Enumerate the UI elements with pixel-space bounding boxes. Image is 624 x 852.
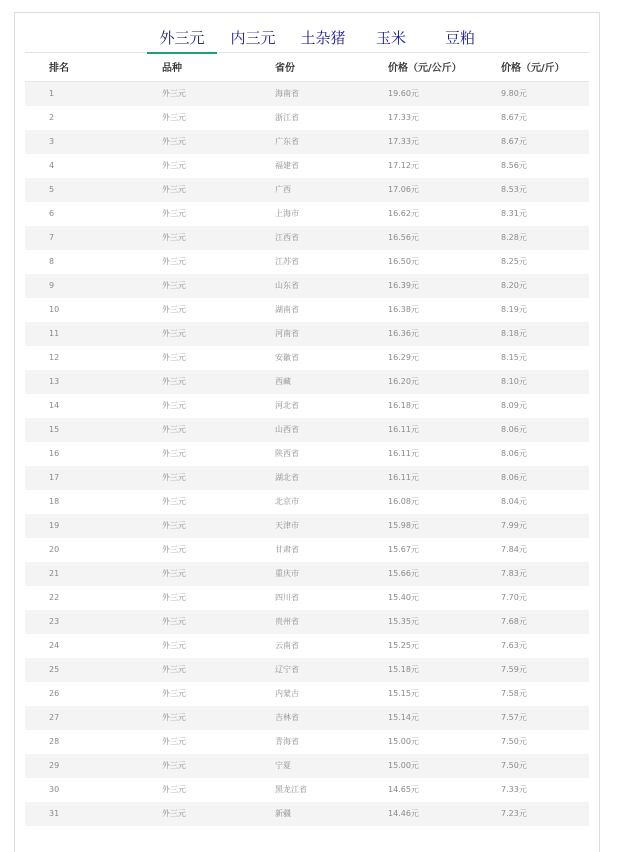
cell-price-kg: 16.20元	[388, 377, 419, 386]
cell-price-kg: 15.14元	[388, 713, 419, 722]
cell-price-jin: 7.57元	[501, 713, 527, 722]
price-table-panel	[14, 12, 600, 852]
cell-breed: 外三元	[162, 257, 186, 266]
column-header-price-kg: 价格（元/公斤）	[388, 63, 462, 74]
column-header-rank: 排名	[49, 63, 69, 74]
cell-price-kg: 15.15元	[388, 689, 419, 698]
cell-rank: 14	[49, 401, 60, 410]
cell-province: 青海省	[275, 737, 299, 746]
cell-price-kg: 15.00元	[388, 737, 419, 746]
cell-rank: 9	[49, 281, 55, 290]
cell-breed: 外三元	[162, 353, 186, 362]
cell-price-jin: 8.09元	[501, 401, 527, 410]
table-row	[25, 658, 589, 682]
cell-rank: 25	[49, 665, 60, 674]
table-row	[25, 274, 589, 298]
table-row	[25, 178, 589, 202]
cell-province: 江苏省	[275, 257, 299, 266]
cell-rank: 4	[49, 161, 55, 170]
cell-province: 天津市	[275, 521, 299, 530]
cell-price-kg: 16.11元	[388, 473, 419, 482]
cell-breed: 外三元	[162, 329, 186, 338]
table-row	[25, 442, 589, 466]
cell-breed: 外三元	[162, 401, 186, 410]
table-row	[25, 106, 589, 130]
table-row	[25, 394, 589, 418]
cell-rank: 3	[49, 137, 55, 146]
column-header-price-jin: 价格（元/斤）	[501, 63, 565, 74]
cell-province: 吉林省	[275, 713, 299, 722]
cell-province: 浙江省	[275, 113, 299, 122]
table-row	[25, 538, 589, 562]
cell-rank: 28	[49, 737, 60, 746]
table-row	[25, 730, 589, 754]
table-row	[25, 706, 589, 730]
cell-price-jin: 7.63元	[501, 641, 527, 650]
tab-wai-san-yuan[interactable]: 外三元	[147, 27, 217, 54]
cell-breed: 外三元	[162, 545, 186, 554]
cell-breed: 外三元	[162, 161, 186, 170]
cell-price-jin: 8.25元	[501, 257, 527, 266]
cell-breed: 外三元	[162, 185, 186, 194]
cell-price-jin: 7.59元	[501, 665, 527, 674]
cell-province: 河南省	[275, 329, 299, 338]
cell-breed: 外三元	[162, 497, 186, 506]
cell-rank: 19	[49, 521, 60, 530]
cell-price-jin: 8.10元	[501, 377, 527, 386]
table-row	[25, 130, 589, 154]
cell-rank: 7	[49, 233, 55, 242]
cell-price-jin: 8.15元	[501, 353, 527, 362]
cell-price-jin: 8.20元	[501, 281, 527, 290]
table-row	[25, 778, 589, 802]
cell-province: 上海市	[275, 209, 299, 218]
cell-price-kg: 15.00元	[388, 761, 419, 770]
table-row	[25, 634, 589, 658]
cell-province: 河北省	[275, 401, 299, 410]
table-row	[25, 586, 589, 610]
cell-province: 云南省	[275, 641, 299, 650]
cell-province: 山西省	[275, 425, 299, 434]
cell-breed: 外三元	[162, 425, 186, 434]
cell-breed: 外三元	[162, 473, 186, 482]
cell-breed: 外三元	[162, 785, 186, 794]
table-header	[25, 57, 589, 82]
cell-rank: 29	[49, 761, 60, 770]
cell-price-kg: 15.35元	[388, 617, 419, 626]
category-tabs	[25, 25, 589, 53]
tab-nei-san-yuan[interactable]: 内三元	[230, 29, 276, 47]
cell-rank: 30	[49, 785, 60, 794]
cell-price-kg: 15.40元	[388, 593, 419, 602]
cell-rank: 23	[49, 617, 60, 626]
cell-price-jin: 7.70元	[501, 593, 527, 602]
cell-province: 四川省	[275, 593, 299, 602]
cell-province: 陕西省	[275, 449, 299, 458]
cell-price-kg: 16.62元	[388, 209, 419, 218]
cell-rank: 5	[49, 185, 55, 194]
cell-price-jin: 8.06元	[501, 473, 527, 482]
cell-price-jin: 7.33元	[501, 785, 527, 794]
cell-province: 海南省	[275, 89, 299, 98]
cell-price-kg: 16.08元	[388, 497, 419, 506]
cell-price-kg: 16.56元	[388, 233, 419, 242]
cell-price-jin: 8.19元	[501, 305, 527, 314]
cell-breed: 外三元	[162, 593, 186, 602]
table-row	[25, 418, 589, 442]
cell-province: 宁夏	[275, 761, 291, 770]
cell-rank: 12	[49, 353, 60, 362]
cell-price-jin: 8.67元	[501, 137, 527, 146]
cell-price-kg: 15.98元	[388, 521, 419, 530]
cell-price-kg: 14.65元	[388, 785, 419, 794]
cell-rank: 18	[49, 497, 60, 506]
cell-province: 福建省	[275, 161, 299, 170]
cell-province: 贵州省	[275, 617, 299, 626]
cell-price-kg: 16.50元	[388, 257, 419, 266]
table-row	[25, 754, 589, 778]
cell-price-kg: 16.11元	[388, 425, 419, 434]
cell-breed: 外三元	[162, 569, 186, 578]
tab-dou-po[interactable]: 豆粕	[444, 29, 475, 47]
table-row	[25, 154, 589, 178]
cell-price-kg: 15.18元	[388, 665, 419, 674]
cell-province: 内蒙古	[275, 689, 299, 698]
cell-price-jin: 8.53元	[501, 185, 527, 194]
cell-province: 辽宁省	[275, 665, 299, 674]
cell-price-jin: 7.68元	[501, 617, 527, 626]
cell-price-jin: 7.50元	[501, 761, 527, 770]
cell-province: 湖北省	[275, 473, 299, 482]
column-header-breed: 品种	[162, 63, 182, 74]
table-row	[25, 466, 589, 490]
cell-price-kg: 16.29元	[388, 353, 419, 362]
table-row	[25, 298, 589, 322]
cell-breed: 外三元	[162, 113, 186, 122]
cell-breed: 外三元	[162, 761, 186, 770]
cell-price-jin: 8.18元	[501, 329, 527, 338]
cell-rank: 26	[49, 689, 60, 698]
cell-province: 北京市	[275, 497, 299, 506]
cell-breed: 外三元	[162, 689, 186, 698]
cell-price-kg: 17.33元	[388, 137, 419, 146]
cell-rank: 6	[49, 209, 55, 218]
table-row	[25, 322, 589, 346]
table-row	[25, 202, 589, 226]
table-row	[25, 514, 589, 538]
cell-province: 重庆市	[275, 569, 299, 578]
cell-rank: 22	[49, 593, 60, 602]
cell-price-jin: 7.23元	[501, 809, 527, 818]
cell-breed: 外三元	[162, 617, 186, 626]
cell-breed: 外三元	[162, 449, 186, 458]
tab-yu-mi[interactable]: 玉米	[375, 29, 406, 47]
cell-breed: 外三元	[162, 89, 186, 98]
table-row	[25, 226, 589, 250]
cell-rank: 13	[49, 377, 60, 386]
table-row	[25, 82, 589, 106]
cell-rank: 20	[49, 545, 60, 554]
cell-breed: 外三元	[162, 737, 186, 746]
cell-price-jin: 8.67元	[501, 113, 527, 122]
cell-province: 安徽省	[275, 353, 299, 362]
cell-price-jin: 8.06元	[501, 425, 527, 434]
cell-province: 山东省	[275, 281, 299, 290]
table-row	[25, 682, 589, 706]
cell-rank: 2	[49, 113, 55, 122]
cell-price-kg: 17.06元	[388, 185, 419, 194]
cell-price-jin: 7.58元	[501, 689, 527, 698]
cell-province: 湖南省	[275, 305, 299, 314]
cell-price-jin: 7.99元	[501, 521, 527, 530]
cell-price-jin: 9.80元	[501, 89, 527, 98]
cell-rank: 16	[49, 449, 60, 458]
cell-province: 新疆	[275, 809, 291, 818]
cell-rank: 1	[49, 89, 55, 98]
cell-price-jin: 8.56元	[501, 161, 527, 170]
cell-breed: 外三元	[162, 713, 186, 722]
cell-rank: 10	[49, 305, 60, 314]
cell-breed: 外三元	[162, 809, 186, 818]
cell-price-kg: 16.11元	[388, 449, 419, 458]
column-header-province: 省份	[275, 63, 295, 74]
cell-province: 江西省	[275, 233, 299, 242]
cell-price-jin: 7.83元	[501, 569, 527, 578]
cell-rank: 15	[49, 425, 60, 434]
cell-price-jin: 8.06元	[501, 449, 527, 458]
cell-province: 黑龙江省	[275, 785, 307, 794]
cell-rank: 21	[49, 569, 60, 578]
cell-price-jin: 7.84元	[501, 545, 527, 554]
cell-price-kg: 16.38元	[388, 305, 419, 314]
table-row	[25, 562, 589, 586]
cell-breed: 外三元	[162, 305, 186, 314]
cell-breed: 外三元	[162, 521, 186, 530]
cell-province: 甘肃省	[275, 545, 299, 554]
cell-breed: 外三元	[162, 665, 186, 674]
table-row	[25, 370, 589, 394]
cell-price-jin: 7.50元	[501, 737, 527, 746]
cell-breed: 外三元	[162, 281, 186, 290]
table-row	[25, 490, 589, 514]
cell-breed: 外三元	[162, 233, 186, 242]
cell-price-kg: 17.33元	[388, 113, 419, 122]
table-row	[25, 250, 589, 274]
cell-price-kg: 15.25元	[388, 641, 419, 650]
cell-breed: 外三元	[162, 137, 186, 146]
cell-price-kg: 16.18元	[388, 401, 419, 410]
cell-province: 广东省	[275, 137, 299, 146]
cell-price-kg: 16.36元	[388, 329, 419, 338]
table-row	[25, 346, 589, 370]
cell-breed: 外三元	[162, 641, 186, 650]
cell-breed: 外三元	[162, 377, 186, 386]
cell-province: 西藏	[275, 377, 291, 386]
cell-rank: 11	[49, 329, 60, 338]
cell-province: 广西	[275, 185, 291, 194]
cell-price-jin: 8.31元	[501, 209, 527, 218]
cell-price-kg: 14.46元	[388, 809, 419, 818]
cell-price-jin: 8.28元	[501, 233, 527, 242]
cell-rank: 8	[49, 257, 55, 266]
cell-rank: 17	[49, 473, 60, 482]
cell-price-kg: 16.39元	[388, 281, 419, 290]
cell-price-kg: 15.67元	[388, 545, 419, 554]
cell-rank: 24	[49, 641, 60, 650]
cell-price-kg: 15.66元	[388, 569, 419, 578]
cell-price-kg: 17.12元	[388, 161, 419, 170]
cell-price-jin: 8.04元	[501, 497, 527, 506]
cell-breed: 外三元	[162, 209, 186, 218]
tab-tu-za-zhu[interactable]: 土杂猪	[300, 29, 346, 47]
cell-price-kg: 19.60元	[388, 89, 419, 98]
cell-rank: 27	[49, 713, 60, 722]
cell-rank: 31	[49, 809, 60, 818]
table-row	[25, 802, 589, 826]
table-row	[25, 610, 589, 634]
